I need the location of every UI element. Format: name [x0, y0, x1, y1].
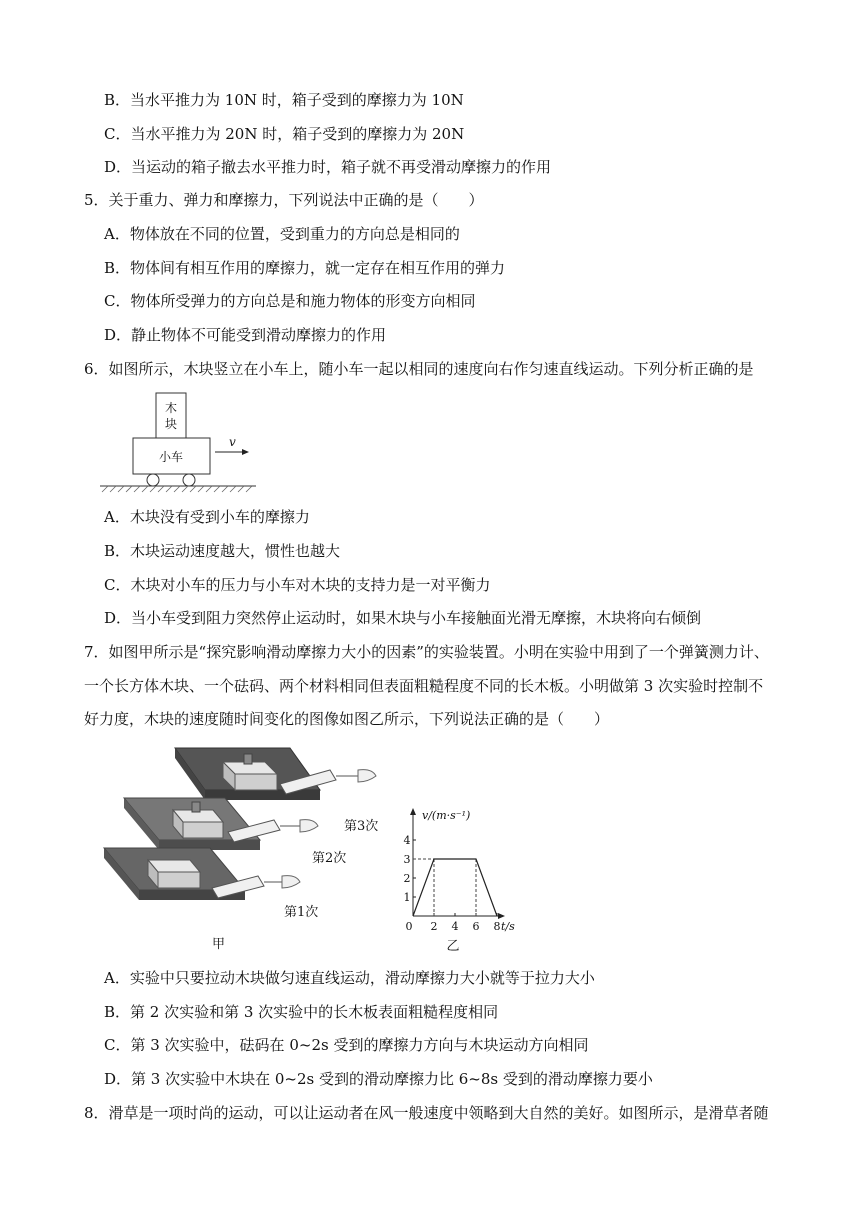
trial-2-label: 第2次 [312, 851, 347, 866]
q7-option-c: C．第 3 次实验中，砝码在 0~2s 受到的摩擦力方向与木块运动方向相同 [104, 1036, 589, 1054]
q4-option-d: D．当运动的箱子撤去水平推力时，箱子就不再受滑动摩擦力的作用 [104, 158, 552, 176]
y-tick-label-1: 1 [403, 891, 411, 904]
q7-figure-yi-chart [395, 800, 520, 955]
q6-option-d: D．当小车受到阻力突然停止运动时，如果木块与小车接触面光滑无摩擦，木块将向右倾倒 [104, 609, 702, 627]
q6-option-b: B．木块运动速度越大，惯性也越大 [104, 542, 341, 560]
x-axis-label: t/s [501, 920, 515, 933]
figure-jia-label: 甲 [212, 937, 226, 952]
series-line [413, 859, 497, 916]
velocity-label: v [229, 435, 236, 449]
q6-cart-figure [98, 388, 260, 494]
q7-stem-line1: 7．如图甲所示是“探究影响滑动摩擦力大小的因素”的实验装置。小明在实验中用到了一个弹簧测力计、 [84, 643, 769, 661]
velocity-arrow-head [242, 449, 249, 455]
q7-stem-line2: 一个长方体木块、一个砝码、两个材料相同但表面粗糙程度不同的长木板。小明做第 3 次实验时控制不 [84, 677, 764, 695]
origin-label: 0 [405, 920, 413, 933]
q7-option-a: A．实验中只要拉动木块做匀速直线运动，滑动摩擦力大小就等于拉力大小 [104, 969, 595, 987]
q7-option-b: B．第 2 次实验和第 3 次实验中的长木板表面粗糙程度相同 [104, 1003, 499, 1021]
weight-trial-2 [192, 802, 200, 812]
q7-option-d: D．第 3 次实验中木块在 0~2s 受到的滑动摩擦力比 6~8s 受到的滑动摩擦力要小 [104, 1070, 653, 1088]
q5-option-a: A．物体放在不同的位置，受到重力的方向总是相同的 [104, 225, 460, 243]
trial-3-label: 第3次 [344, 819, 379, 834]
wood-block [156, 393, 186, 438]
wood-block-label-top: 木 [164, 401, 178, 415]
q5-stem: 5．关于重力、弹力和摩擦力，下列说法中正确的是（ ） [84, 191, 484, 209]
cart-wheel-right [183, 474, 195, 486]
board-trial-1 [104, 848, 300, 900]
q5-option-c: C．物体所受弹力的方向总是和施力物体的形变方向相同 [104, 292, 476, 310]
y-tick-label-3: 3 [403, 853, 411, 866]
q4-option-c: C．当水平推力为 20N 时，箱子受到的摩擦力为 20N [104, 125, 465, 143]
q7-stem-line3: 好力度，木块的速度随时间变化的图像如图乙所示，下列说法正确的是（ ） [84, 710, 610, 728]
y-axis-arrow [410, 808, 416, 815]
wood-block-label-bottom: 块 [164, 417, 178, 431]
q6-option-a: A．木块没有受到小车的摩擦力 [104, 508, 310, 526]
board-trial-2 [124, 798, 318, 850]
q4-option-b: B．当水平推力为 10N 时，箱子受到的摩擦力为 10N [104, 91, 464, 109]
figure-yi-label: 乙 [446, 939, 460, 954]
q6-option-c: C．木块对小车的压力与小车对木块的支持力是一对平衡力 [104, 576, 491, 594]
cart-wheel-left [147, 474, 159, 486]
y-tick-label-4: 4 [403, 834, 411, 847]
cart-label: 小车 [158, 450, 184, 464]
x-axis-arrow [498, 913, 505, 919]
trial-1-label: 第1次 [284, 905, 319, 920]
q8-stem: 8．滑草是一项时尚的运动，可以让运动者在风一般速度中领略到大自然的美好。如图所示，是滑草者随 [84, 1104, 769, 1122]
x-tick-label-6: 6 [472, 920, 480, 933]
q5-option-d: D．静止物体不可能受到滑动摩擦力的作用 [104, 326, 387, 344]
x-tick-label-4: 4 [451, 920, 459, 933]
q6-stem: 6．如图所示，木块竖立在小车上，随小车一起以相同的速度向右作匀速直线运动。下列分析正确的是 [84, 360, 754, 378]
y-axis-label: v/(m·s⁻¹) [422, 809, 471, 822]
weight-trial-3 [244, 754, 252, 764]
ground-hatching [102, 486, 252, 492]
board-trial-3 [175, 748, 376, 800]
q5-option-b: B．物体间有相互作用的摩擦力，就一定存在相互作用的弹力 [104, 259, 506, 277]
x-tick-label-2: 2 [430, 920, 438, 933]
y-tick-label-2: 2 [403, 872, 411, 885]
x-tick-label-8: 8 [493, 920, 501, 933]
q7-figure-jia [100, 740, 390, 955]
